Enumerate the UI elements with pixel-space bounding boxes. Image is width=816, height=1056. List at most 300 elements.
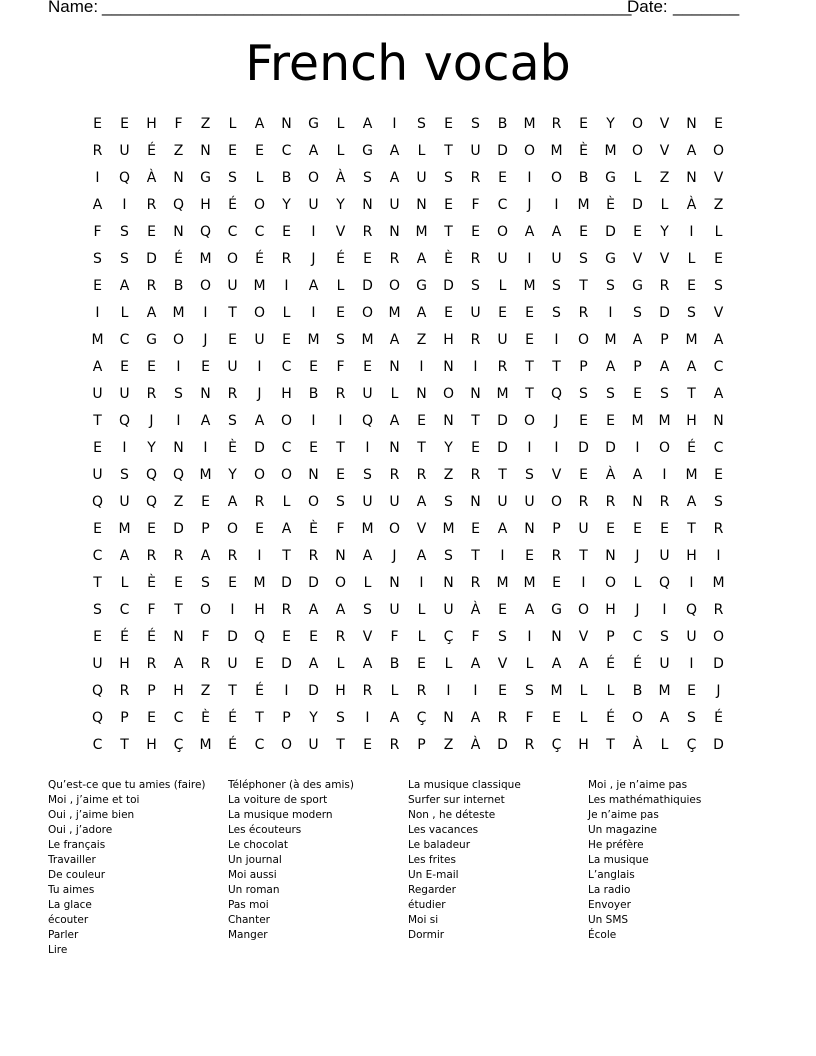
grid-letter: Q <box>199 224 212 240</box>
grid-letter: Y <box>228 467 237 483</box>
word-list-item: Un magazine <box>588 824 657 836</box>
word-list-item: Lire <box>48 944 68 956</box>
grid-letter: N <box>443 413 454 429</box>
grid-letter: L <box>228 116 237 132</box>
grid-letter: A <box>713 332 724 348</box>
grid-letter: N <box>632 494 643 510</box>
grid-letter: E <box>525 548 534 564</box>
grid-letter: N <box>551 629 562 645</box>
grid-letter: E <box>417 413 426 429</box>
grid-letter: J <box>716 683 721 699</box>
grid-letter: T <box>282 548 291 564</box>
grid-letter: N <box>443 359 454 375</box>
word-list-item: Moi aussi <box>228 869 277 881</box>
grid-letter: F <box>525 710 534 726</box>
grid-letter: L <box>660 197 669 213</box>
grid-letter: R <box>578 494 589 510</box>
grid-letter: U <box>389 494 400 510</box>
grid-letter: U <box>308 737 319 753</box>
grid-letter: M <box>361 521 374 537</box>
grid-letter: Y <box>336 197 345 213</box>
grid-letter: O <box>253 467 266 483</box>
grid-letter: N <box>389 440 400 456</box>
word-list-item: étudier <box>408 899 446 911</box>
grid-letter: I <box>338 413 343 429</box>
grid-letter: R <box>605 494 616 510</box>
grid-letter: N <box>443 710 454 726</box>
grid-letter: R <box>524 737 535 753</box>
grid-letter: J <box>554 413 559 429</box>
grid-letter: M <box>604 332 617 348</box>
grid-letter: F <box>336 359 345 375</box>
grid-letter: D <box>173 521 184 537</box>
word-list-item: Le baladeur <box>408 839 471 851</box>
grid-row <box>84 651 734 678</box>
grid-letter: E <box>309 440 318 456</box>
grid-letter: Z <box>173 494 184 510</box>
grid-letter: O <box>388 278 401 294</box>
grid-letter: L <box>660 737 669 753</box>
grid-letter: O <box>280 467 293 483</box>
grid-letter: L <box>390 386 399 402</box>
grid-letter: S <box>120 251 129 267</box>
word-list-item: Moi , j’aime et toi <box>48 794 140 806</box>
grid-letter: G <box>308 116 319 132</box>
grid-letter: O <box>361 305 374 321</box>
grid-letter: I <box>257 359 262 375</box>
grid-letter: F <box>390 629 399 645</box>
grid-letter: E <box>444 197 453 213</box>
grid-letter: Z <box>200 116 211 132</box>
grid-letter: T <box>444 224 453 240</box>
grid-letter: E <box>498 305 507 321</box>
grid-letter: R <box>389 251 400 267</box>
grid-letter: F <box>471 197 480 213</box>
grid-letter: A <box>389 170 400 186</box>
grid-letter: E <box>633 521 642 537</box>
grid-letter: N <box>524 521 535 537</box>
grid-letter: S <box>579 386 588 402</box>
grid-letter: S <box>120 467 129 483</box>
word-list-item: Oui , j’aime bien <box>48 809 135 821</box>
grid-letter: E <box>309 359 318 375</box>
grid-letter: U <box>227 656 238 672</box>
word-list-item: Les mathémathiquies <box>588 794 702 806</box>
name-label: Name: <box>48 0 99 16</box>
grid-letter: T <box>525 386 534 402</box>
grid-letter: R <box>146 278 157 294</box>
grid-letter: E <box>363 359 372 375</box>
grid-letter: I <box>527 629 532 645</box>
grid-letter: Z <box>713 197 724 213</box>
grid-letter: E <box>363 251 372 267</box>
grid-letter: S <box>228 413 237 429</box>
word-search-grid <box>84 111 734 759</box>
grid-letter: T <box>606 737 615 753</box>
grid-letter: U <box>659 548 670 564</box>
grid-letter: M <box>712 575 725 591</box>
grid-letter: T <box>228 683 237 699</box>
grid-letter: H <box>443 332 454 348</box>
grid-letter: U <box>227 359 238 375</box>
grid-letter: I <box>446 683 451 699</box>
grid-letter: A <box>146 305 157 321</box>
grid-letter: O <box>226 251 239 267</box>
word-list-item: Un SMS <box>588 914 629 926</box>
grid-letter: D <box>497 440 508 456</box>
grid-letter: À <box>146 170 157 186</box>
grid-letter: U <box>92 386 103 402</box>
grid-letter: V <box>659 116 670 132</box>
grid-letter: S <box>525 683 534 699</box>
grid-letter: R <box>416 467 427 483</box>
grid-letter: R <box>146 197 157 213</box>
grid-letter: I <box>284 683 289 699</box>
grid-letter: D <box>254 440 265 456</box>
grid-letter: C <box>173 710 184 726</box>
grid-letter: U <box>659 656 670 672</box>
grid-row <box>84 678 734 705</box>
grid-letter: O <box>712 143 725 159</box>
grid-letter: R <box>470 467 481 483</box>
grid-letter: E <box>147 710 156 726</box>
grid-letter: S <box>687 710 696 726</box>
grid-letter: B <box>173 278 184 294</box>
grid-letter: Ç <box>551 737 562 753</box>
grid-letter: I <box>554 197 559 213</box>
grid-letter: P <box>633 359 642 375</box>
grid-letter: G <box>605 170 616 186</box>
grid-letter: L <box>444 656 453 672</box>
grid-letter: E <box>714 467 723 483</box>
grid-letter: E <box>201 494 210 510</box>
word-list-item: He préfère <box>588 839 644 851</box>
grid-letter: R <box>335 386 346 402</box>
grid-letter: E <box>93 116 102 132</box>
grid-letter: Q <box>145 467 158 483</box>
word-list-item: Pas moi <box>228 899 269 911</box>
grid-letter: J <box>203 332 208 348</box>
grid-letter: À <box>470 602 481 618</box>
grid-letter: À <box>686 197 697 213</box>
grid-letter: L <box>282 305 291 321</box>
word-list-item: Moi , je n’aime pas <box>588 779 688 791</box>
grid-letter: I <box>311 413 316 429</box>
grid-letter: A <box>119 278 130 294</box>
grid-letter: T <box>552 359 561 375</box>
grid-letter: T <box>471 548 480 564</box>
grid-letter: U <box>92 467 103 483</box>
grid-letter: R <box>497 359 508 375</box>
word-list-item: La glace <box>48 899 92 911</box>
grid-letter: J <box>257 386 262 402</box>
grid-letter: I <box>554 332 559 348</box>
grid-letter: I <box>581 575 586 591</box>
word-list-item: Téléphoner (à des amis) <box>228 779 354 791</box>
grid-letter: E <box>363 737 372 753</box>
grid-letter: Q <box>91 710 104 726</box>
grid-letter: L <box>633 575 642 591</box>
grid-letter: P <box>606 629 615 645</box>
grid-letter: À <box>470 737 481 753</box>
grid-letter: A <box>389 413 400 429</box>
grid-letter: A <box>308 656 319 672</box>
word-list-item: Manger <box>228 929 268 941</box>
grid-letter: O <box>550 494 563 510</box>
grid-letter: J <box>527 197 532 213</box>
grid-letter: D <box>308 575 319 591</box>
grid-letter: I <box>662 602 667 618</box>
grid-letter: D <box>497 737 508 753</box>
grid-letter: O <box>523 413 536 429</box>
grid-letter: H <box>146 116 157 132</box>
grid-letter: N <box>389 575 400 591</box>
grid-letter: I <box>176 413 181 429</box>
word-list-item: La musique <box>588 854 649 866</box>
grid-letter: C <box>713 359 724 375</box>
grid-row <box>84 138 734 165</box>
grid-row <box>84 219 734 246</box>
grid-letter: I <box>392 116 397 132</box>
grid-letter: S <box>201 575 210 591</box>
grid-letter: A <box>308 602 319 618</box>
grid-letter: Q <box>658 575 671 591</box>
word-list-item: Tu aimes <box>48 884 95 896</box>
grid-letter: I <box>689 656 694 672</box>
grid-letter: S <box>174 386 183 402</box>
grid-letter: G <box>416 278 427 294</box>
grid-letter: T <box>120 737 129 753</box>
grid-letter: U <box>119 494 130 510</box>
grid-letter: A <box>686 359 697 375</box>
grid-letter: B <box>281 170 292 186</box>
grid-letter: Q <box>550 386 563 402</box>
grid-letter: O <box>550 170 563 186</box>
grid-letter: R <box>362 683 373 699</box>
grid-letter: H <box>200 197 211 213</box>
grid-letter: O <box>199 278 212 294</box>
grid-letter: C <box>281 440 292 456</box>
grid-letter: M <box>361 332 374 348</box>
grid-letter: N <box>173 170 184 186</box>
grid-letter: R <box>659 494 670 510</box>
grid-letter: U <box>470 305 481 321</box>
grid-letter: É <box>633 656 642 672</box>
grid-letter: E <box>255 656 264 672</box>
word-list-item: Envoyer <box>588 899 631 911</box>
grid-row <box>84 489 734 516</box>
grid-letter: V <box>578 629 589 645</box>
grid-letter: L <box>336 143 345 159</box>
grid-letter: Q <box>172 467 185 483</box>
grid-letter: U <box>362 386 373 402</box>
grid-letter: É <box>228 197 237 213</box>
grid-letter: Q <box>118 413 131 429</box>
grid-letter: R <box>470 170 481 186</box>
grid-letter: C <box>632 629 643 645</box>
grid-row <box>84 732 734 759</box>
grid-letter: D <box>497 143 508 159</box>
grid-letter: M <box>496 575 509 591</box>
grid-letter: E <box>201 359 210 375</box>
grid-row <box>84 381 734 408</box>
grid-letter: D <box>632 197 643 213</box>
grid-letter: R <box>335 629 346 645</box>
grid-letter: O <box>307 170 320 186</box>
grid-letter: E <box>687 683 696 699</box>
grid-letter: P <box>417 737 426 753</box>
grid-letter: L <box>363 575 372 591</box>
grid-letter: O <box>577 332 590 348</box>
grid-letter: O <box>172 332 185 348</box>
grid-letter: E <box>606 521 615 537</box>
grid-letter: A <box>308 143 319 159</box>
grid-letter: Q <box>685 602 698 618</box>
grid-row <box>84 192 734 219</box>
grid-letter: S <box>93 251 102 267</box>
grid-letter: V <box>362 629 373 645</box>
grid-letter: N <box>335 548 346 564</box>
grid-letter: É <box>255 683 264 699</box>
grid-letter: D <box>227 629 238 645</box>
grid-letter: L <box>606 683 615 699</box>
word-list-item: Dormir <box>408 929 445 941</box>
grid-letter: A <box>200 548 211 564</box>
grid-letter: I <box>554 440 559 456</box>
grid-letter: T <box>255 710 264 726</box>
grid-letter: H <box>281 386 292 402</box>
grid-letter: D <box>605 224 616 240</box>
word-list-item: Les frites <box>408 854 456 866</box>
grid-row <box>84 300 734 327</box>
grid-letter: D <box>281 656 292 672</box>
grid-letter: U <box>389 602 400 618</box>
word-list-item: Un E-mail <box>408 869 459 881</box>
grid-letter: T <box>93 575 102 591</box>
grid-letter: I <box>122 197 127 213</box>
grid-letter: T <box>687 386 696 402</box>
grid-letter: U <box>227 278 238 294</box>
grid-letter: F <box>471 629 480 645</box>
grid-letter: N <box>443 575 454 591</box>
grid-letter: E <box>552 575 561 591</box>
grid-letter: V <box>632 251 643 267</box>
grid-letter: È <box>201 710 210 726</box>
grid-letter: R <box>497 710 508 726</box>
grid-letter: D <box>146 251 157 267</box>
grid-letter: S <box>714 494 723 510</box>
grid-letter: U <box>578 521 589 537</box>
grid-letter: Q <box>361 413 374 429</box>
grid-letter: L <box>525 656 534 672</box>
grid-letter: J <box>311 251 316 267</box>
grid-letter: A <box>524 602 535 618</box>
grid-letter: I <box>473 683 478 699</box>
word-column-3 <box>408 778 521 943</box>
grid-letter: T <box>336 737 345 753</box>
grid-letter: C <box>713 440 724 456</box>
grid-letter: O <box>388 521 401 537</box>
grid-letter: À <box>335 170 346 186</box>
grid-letter: L <box>390 683 399 699</box>
word-list-item: Je n’aime pas <box>588 809 659 821</box>
word-list-item: Les écouteurs <box>228 824 302 836</box>
grid-letter: L <box>579 683 588 699</box>
grid-letter: U <box>389 197 400 213</box>
grid-letter: Ç <box>416 710 427 726</box>
grid-letter: V <box>551 467 562 483</box>
grid-letter: I <box>527 170 532 186</box>
grid-letter: I <box>311 224 316 240</box>
grid-letter: D <box>578 440 589 456</box>
grid-letter: D <box>605 440 616 456</box>
grid-letter: L <box>633 170 642 186</box>
grid-letter: E <box>660 521 669 537</box>
grid-letter: A <box>416 251 427 267</box>
grid-letter: A <box>200 413 211 429</box>
grid-letter: M <box>415 224 428 240</box>
grid-letter: H <box>686 548 697 564</box>
grid-letter: C <box>119 332 130 348</box>
grid-letter: E <box>93 440 102 456</box>
word-list-item: La musique classique <box>408 779 521 791</box>
grid-letter: R <box>254 494 265 510</box>
grid-letter: N <box>605 548 616 564</box>
grid-row <box>84 354 734 381</box>
grid-letter: È <box>228 440 237 456</box>
grid-letter: A <box>254 413 265 429</box>
grid-row <box>84 165 734 192</box>
grid-letter: E <box>633 386 642 402</box>
grid-letter: R <box>146 386 157 402</box>
grid-letter: G <box>632 278 643 294</box>
grid-letter: I <box>284 278 289 294</box>
grid-letter: A <box>686 494 697 510</box>
grid-letter: H <box>335 683 346 699</box>
word-list-item: Un journal <box>228 854 282 866</box>
grid-letter: Z <box>443 467 454 483</box>
grid-letter: P <box>579 359 588 375</box>
grid-letter: U <box>92 656 103 672</box>
grid-letter: S <box>633 305 642 321</box>
grid-letter: È <box>579 143 588 159</box>
grid-letter: C <box>92 548 103 564</box>
grid-letter: I <box>689 224 694 240</box>
grid-letter: L <box>336 656 345 672</box>
grid-letter: J <box>635 602 640 618</box>
grid-letter: F <box>147 602 156 618</box>
grid-letter: M <box>550 683 563 699</box>
grid-letter: Q <box>172 197 185 213</box>
grid-letter: R <box>470 575 481 591</box>
grid-letter: S <box>417 116 426 132</box>
grid-letter: S <box>336 710 345 726</box>
grid-letter: P <box>120 710 129 726</box>
word-list-item: Qu’est-ce que tu amies (faire) <box>48 779 206 791</box>
grid-letter: M <box>523 116 536 132</box>
grid-letter: É <box>606 710 615 726</box>
grid-letter: R <box>389 467 400 483</box>
grid-letter: M <box>523 575 536 591</box>
grid-letter: M <box>523 278 536 294</box>
grid-letter: A <box>632 332 643 348</box>
grid-letter: S <box>444 494 453 510</box>
grid-letter: A <box>335 602 346 618</box>
grid-letter: A <box>119 548 130 564</box>
grid-letter: A <box>578 656 589 672</box>
grid-letter: À <box>605 467 616 483</box>
word-list-item: Travailler <box>48 854 96 866</box>
